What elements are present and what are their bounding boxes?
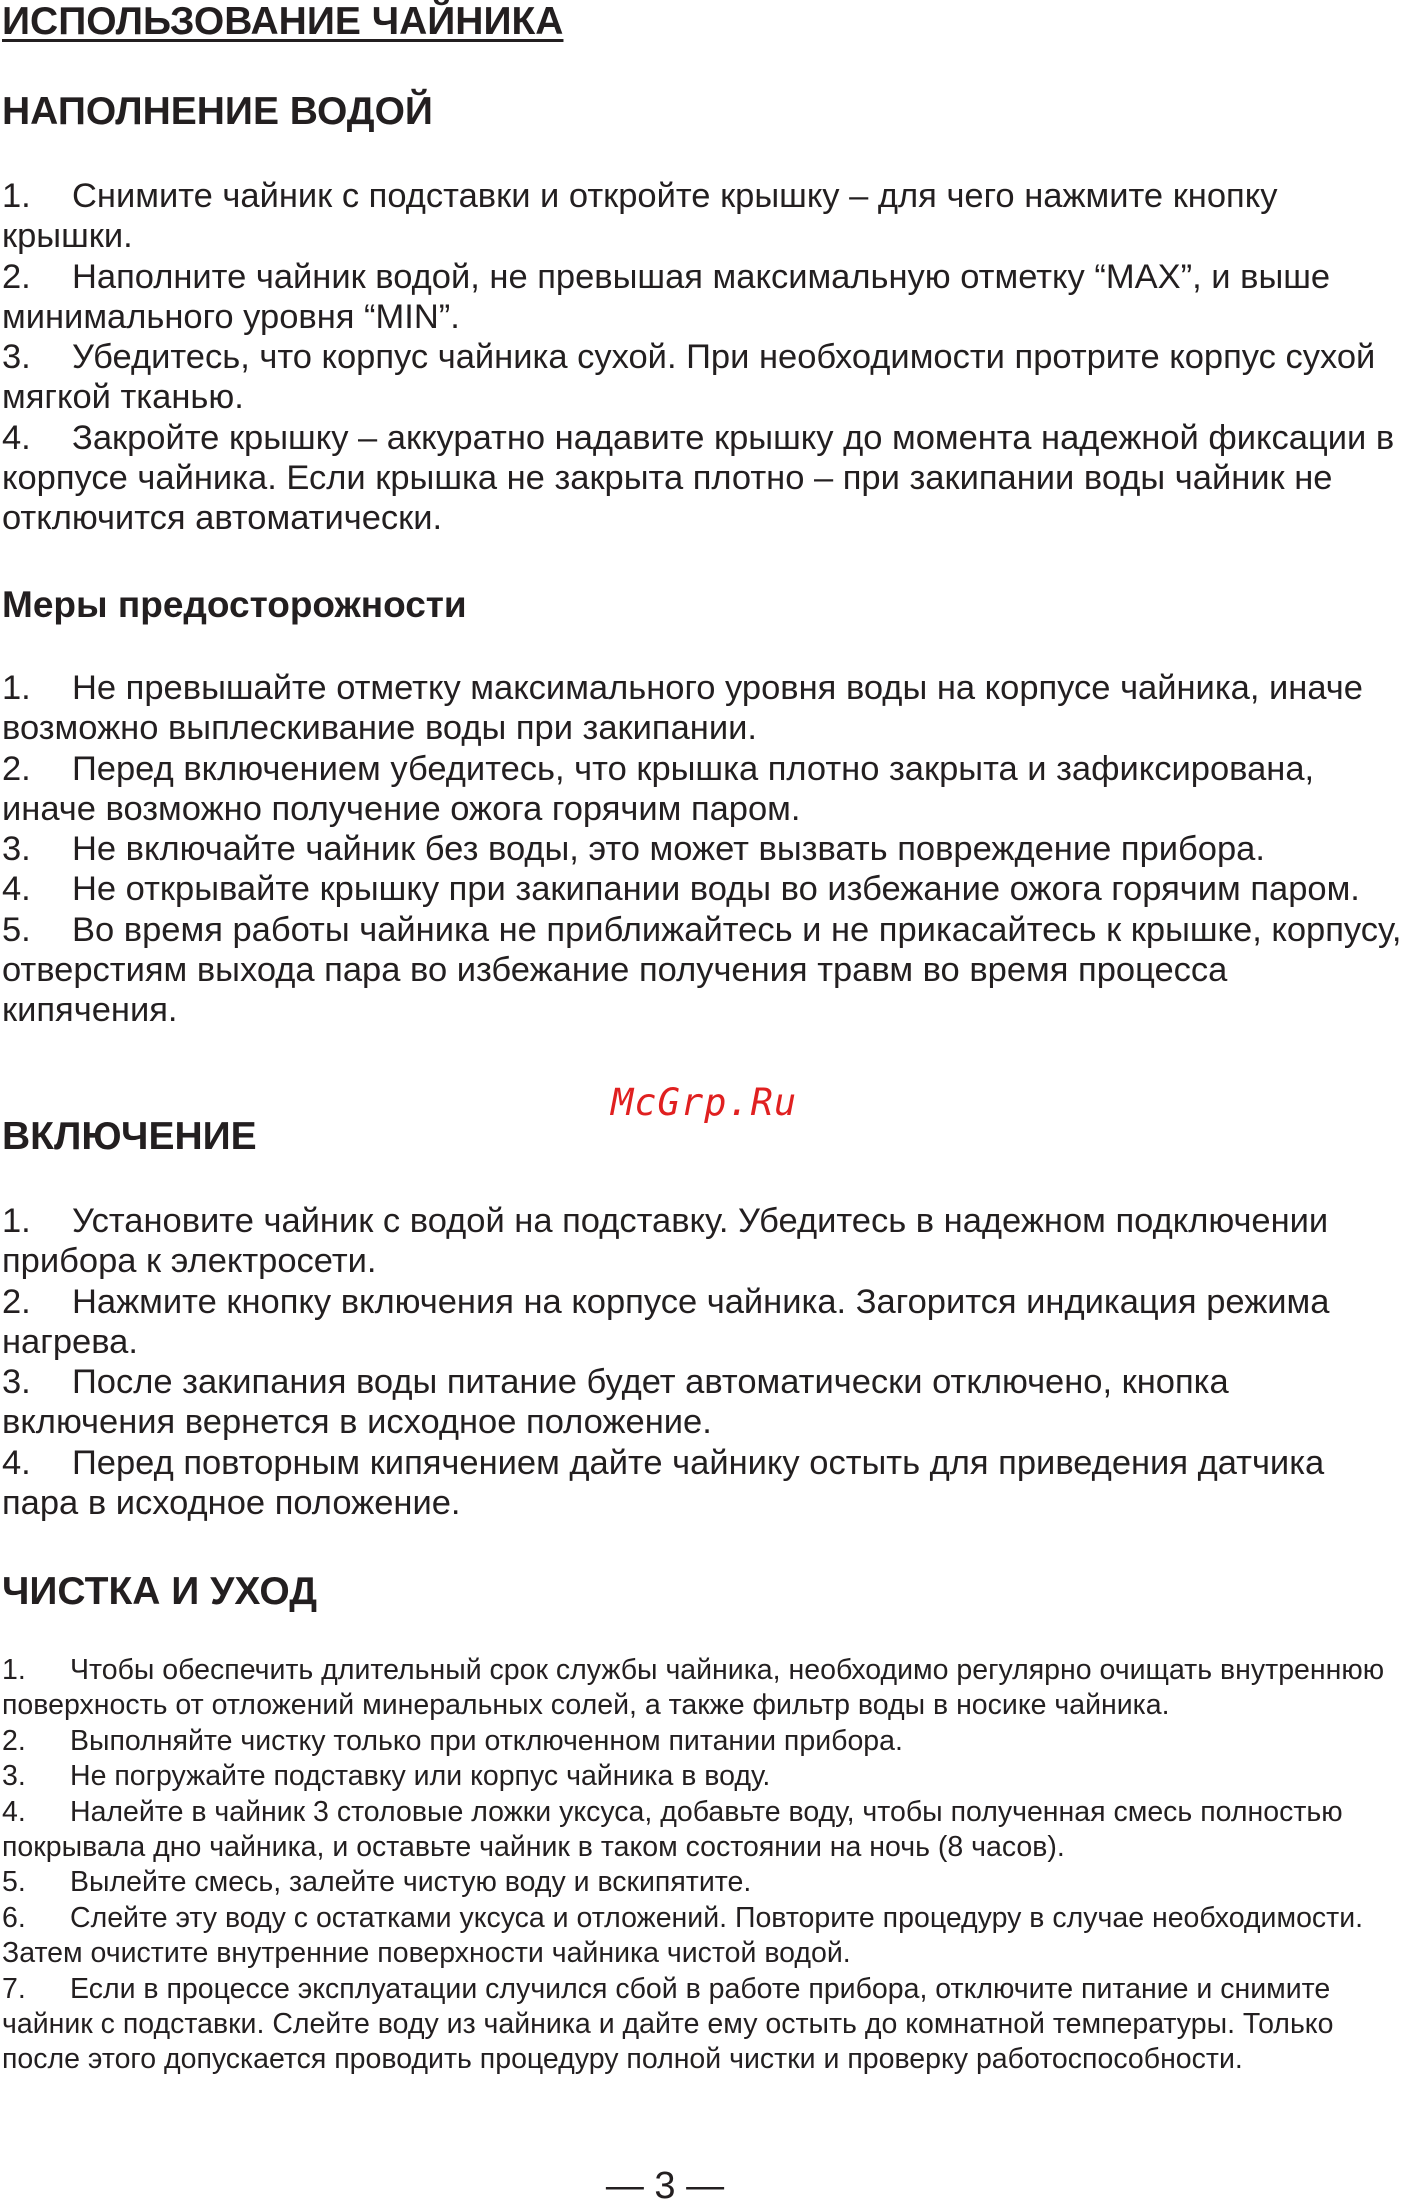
item-number: 1. xyxy=(2,669,31,707)
item-number: 4. xyxy=(2,418,31,457)
item-text: Перед повторным кипячением дайте чайнику остыть для приведения датчика пара в исходное положение. xyxy=(2,1443,1325,1523)
item-text: Наполните чайник водой, не превышая максимальную отметку “MAX”, и выше минимального уровня “MIN”. xyxy=(2,257,1331,336)
item-text: Не открывайте крышку при закипании воды во избежание ожога горячим паром. xyxy=(72,870,1360,909)
switching-on-list xyxy=(2,1201,1407,1523)
list-item xyxy=(2,1901,1407,1972)
item-text: Если в процессе эксплуатации случился сбой в работе прибора, отключите питание и снимите чайник с подставки. Слейте воду из чайника и дайте ему остыть до комнатной температуры. Только после этого допускается проводить процедуру полной чистки и проверку работоспособности. xyxy=(2,1972,1334,2076)
page-title: ИСПОЛЬЗОВАНИЕ ЧАЙНИКА xyxy=(2,0,564,43)
section-heading-filling: НАПОЛНЕНИЕ ВОДОЙ xyxy=(2,90,433,133)
list-item xyxy=(2,1362,1407,1443)
item-number: 1. xyxy=(2,1654,26,1686)
section-heading-cleaning: ЧИСТКА И УХОД xyxy=(2,1570,317,1613)
item-number: 3. xyxy=(2,1760,26,1793)
precautions-list xyxy=(2,668,1407,1031)
list-item xyxy=(2,1653,1407,1724)
item-text: Нажмите кнопку включения на корпусе чайника. Загорится индикация режима нагрева. xyxy=(2,1282,1330,1361)
item-text: Убедитесь, что корпус чайника сухой. При необходимости протрите корпус сухой мягкой тканью. xyxy=(2,338,1376,417)
item-text: Закройте крышку – аккуратно надавите крышку до момента надежной фиксации в корпусе чайника. Если крышка не закрыта плотно – при закипании воды чайник не отключится автоматически. xyxy=(2,418,1395,538)
list-item xyxy=(2,829,1407,869)
item-number: 3. xyxy=(2,830,31,869)
item-text: Не погружайте подставку или корпус чайника в воду. xyxy=(70,1760,771,1793)
item-number: 6. xyxy=(2,1901,26,1934)
cleaning-list xyxy=(2,1653,1407,2078)
item-text: Перед включением убедитесь, что крышка плотно закрыта и зафиксирована, иначе возможно получение ожога горячим паром. xyxy=(2,749,1315,828)
list-item xyxy=(2,1724,1407,1759)
item-text: Чтобы обеспечить длительный срок службы чайника, необходимо регулярно очищать внутреннюю поверхность от отложений минеральных солей, а также фильтр воды в носике чайника. xyxy=(2,1654,1385,1722)
list-item xyxy=(2,1201,1407,1282)
list-item xyxy=(2,1759,1407,1794)
list-item xyxy=(2,176,1407,257)
item-number: 2. xyxy=(2,1282,31,1321)
item-text: Не превышайте отметку максимального уровня воды на корпусе чайника, иначе возможно выплескивание воды при закипании. xyxy=(2,669,1363,748)
item-text: После закипания воды питание будет автоматически отключено, кнопка включения вернется в исходное положение. xyxy=(2,1363,1229,1442)
item-number: 5. xyxy=(2,1866,26,1899)
item-number: 4. xyxy=(2,870,31,909)
list-item xyxy=(2,1443,1407,1524)
item-text: Установите чайник с водой на подставку. Убедитесь в надежном подключении прибора к электросети. xyxy=(2,1202,1329,1281)
item-text: Снимите чайник с подставки и откройте крышку – для чего нажмите кнопку крышки. xyxy=(2,177,1278,256)
watermark: McGrp.Ru xyxy=(611,1081,798,1124)
item-number: 4. xyxy=(2,1795,26,1828)
list-item xyxy=(2,869,1407,909)
list-item xyxy=(2,1795,1407,1866)
item-number: 2. xyxy=(2,749,31,788)
list-item xyxy=(2,1865,1407,1900)
item-text: Вылейте смесь, залейте чистую воду и вскипятите. xyxy=(70,1866,752,1899)
item-number: 3. xyxy=(2,1363,31,1402)
list-item xyxy=(2,257,1407,338)
item-number: 2. xyxy=(2,257,31,296)
list-item xyxy=(2,668,1407,749)
item-number: 3. xyxy=(2,338,31,377)
item-text: Во время работы чайника не приближайтесь и не прикасайтесь к крышке, корпусу, отверстиям выхода пара во избежание получения травм во время процесса кипячения. xyxy=(2,910,1402,1030)
page-number: — 3 — xyxy=(605,2165,725,2207)
list-item xyxy=(2,1972,1407,2078)
list-item xyxy=(2,1282,1407,1363)
item-text: Налейте в чайник 3 столовые ложки уксуса, добавьте воду, чтобы полученная смесь полностью покрывала дно чайника, и оставьте чайник в таком состоянии на ночь (8 часов). xyxy=(2,1795,1343,1864)
item-number: 1. xyxy=(2,1202,31,1240)
list-item xyxy=(2,418,1407,539)
item-text: Не включайте чайник без воды, это может вызвать повреждение прибора. xyxy=(72,830,1265,869)
item-number: 5. xyxy=(2,910,31,949)
item-number: 2. xyxy=(2,1724,26,1757)
item-number: 4. xyxy=(2,1443,31,1482)
item-number: 7. xyxy=(2,1972,26,2005)
section-heading-switching-on: ВКЛЮЧЕНИЕ xyxy=(2,1115,257,1158)
list-item xyxy=(2,910,1407,1031)
item-text: Выполняйте чистку только при отключенном питании прибора. xyxy=(70,1724,903,1757)
item-text: Слейте эту воду с остатками уксуса и отложений. Повторите процедуру в случае необходимости. Затем очистите внутренние поверхности чайника чистой водой. xyxy=(2,1901,1364,1970)
list-item xyxy=(2,749,1407,830)
item-number: 1. xyxy=(2,177,31,215)
list-item xyxy=(2,337,1407,418)
section-heading-precautions: Меры предосторожности xyxy=(2,584,467,625)
filling-list xyxy=(2,176,1407,539)
